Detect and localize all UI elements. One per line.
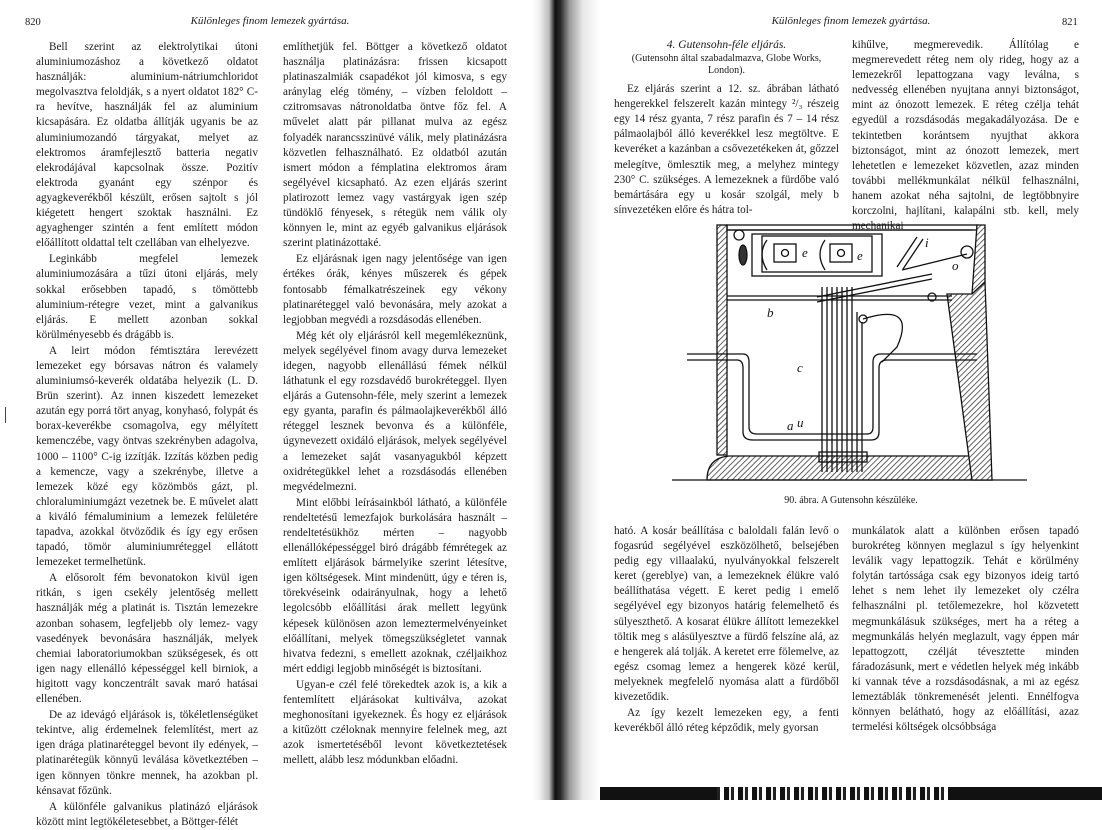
label-i: i [925, 235, 929, 250]
label-u: u [797, 415, 804, 430]
running-head: Különleges finom lemezek gyártása. [771, 15, 931, 27]
page-number: 820 [25, 17, 41, 28]
right-wall-hatched [947, 282, 992, 480]
paragraph: Ugyan-e czél felé törekedtek azok is, a kik a fentemlített eljárásokat kultiválva, azokat meghonosítani igyekeznek. És hogy ez eljárások a kitűzött czéloknak mennyire felelnek meg, azt azok ismertetéséből levont következtetések mellett, alább lesz módunkban előadni. [283, 678, 507, 767]
label-c: c [797, 360, 803, 375]
right-page-column-1-bottom [614, 524, 839, 736]
basket-plates [822, 287, 862, 472]
apparatus-body [672, 225, 1027, 480]
paragraph: említhetjük fel. Böttger a következő oldatot használja platinázásra: frissen kicsapott platinaszalmiák csapadékot jól kimosva, s egy aránylag elég tömény, – vízben feloldott – czitromsavas nátronoldatba öntve főz fel. A művelet alatt pár pillanat mulva az egész folyadék narancsszinüvé válik, mely platinázásra közvetlen felhasználható. Ez oldatból azután ismert módon a fémplatina elektromos áram segélyével kicsapható. Az ezen eljárás szerint platirozott lemez vagy vastárgyak igen szép tündöklő fényesek, s rétegük nem válik oly könnyen le, mint az egyéb galvanikus eljárások szerint platinázottaké. [283, 41, 507, 250]
paragraph: Ez eljárás szerint a 12. sz. ábrában látható hengerekkel felszerelt kazán mintegy ²/₃ részeig egy 14 rész gyanta, 7 rész parafin és 7 – 14 rész pálmaolajból álló keverékkel lesz megtöltve. E keveréket a kazánban a csővezetékeken át, gőzzel melegítve, ömlesztik meg, a melyhez mintegy 230° C. szükséges. A lemezeknek a fürdőbe való bemártására egy u kosár szolgál, mely b sínvezetéken előre és hátra tol- [614, 83, 839, 216]
figure-caption: 90. ábra. A Gutensohn készüléke. [784, 495, 918, 506]
left-page-column-1 [36, 40, 258, 830]
base-hatched [707, 456, 992, 480]
paragraph: Ez eljárásnak igen nagy jelentősége van igen értékes órák, kényes műszerek és gépek fontosabb fémalkatrészeinek egy vékony platinaréteggel való bevonására, mely azokat a legjobban megvédi a rozsdásodás ellenében. [283, 253, 507, 326]
paragraph: De az idevágó eljárások is, tökéletlenségüket tekintve, alig érdemelnek felemlítést, mert az igen drága platinaréteggel bevont ily edények, – platinarétegük könnyű leválása következtében – igen könnyen tönkre mennek, ha azokban pl. kénsavat főzünk. [36, 709, 258, 797]
margin-mark [5, 407, 6, 423]
label-b: b [767, 305, 774, 320]
label-e: e [857, 248, 863, 263]
left-page [0, 0, 540, 828]
paragraph: A elősorolt fém bevonatokon kivül igen ritkán, s igen csekély jelentőség mellett használják még a platinát is. Tisztán lemezekre azonban sohasem, legfeljebb oly lemez- vagy vasedények bevonására használják, melyek chemiai laboratoriumokban szükségesek, és ott igen nagy ellenálló képességgel kell birniok, a higitott vagy konczentrált savak maró hatásai ellenében. [36, 572, 258, 706]
label-e: e [802, 245, 808, 260]
page-number: 821 [1062, 17, 1078, 28]
section-title: 4. Gutensohn-féle eljárás. [666, 39, 787, 51]
paragraph: Az így kezelt lemezeken egy, a fenti keverékből álló réteg képződik, mely gyorsan [614, 707, 839, 735]
right-page-column-1-top [614, 38, 839, 218]
figure-labels [767, 235, 959, 433]
paragraph: kihűlve, megmerevedik. Állítólag e megmerevedett réteg nem oly rideg, hogy az a lemezekről lepattogzana vagy leválna, s nedvesség ellenében nyujtana annyi biztonságot, mint az ónozott lemezek. E réteg czélja tehát egyedül a rozsdásodás megakadályozása. De e tekintetben korántsem nyujthat akkora biztonságot, mint az ónozott lemezek, mert lehetetlen e lemezeket közvetlen, azaz minden további mellékmunkálat nélkül felhasználni, hanem azokat néha sajtolni, de legtöbbnyire korczolni, hajlítani, kalapálni stb. kell, mely mechanikai [852, 39, 1079, 233]
paragraph: munkálatok alatt a különben erősen tapadó burokréteg könnyen meglazul s így helyenkint leválik vagy lepattogzik. Tehát e körülmény folytán tartóssága csak egy bizonyos ideig tartó lehet s nem lehet ily lemezeket oly czélra felhasználni pl. tetőlemezekre, hol közvetett megmunkálásuk szükséges, mert ha a réteg a megmunkálás helyén meglazult, vagy éppen már lepattogzott, czélját tévesztette minden fáradozásunk, mert e védetlen helyek még inkább ki vannak téve a rozsdásodásnak, a mi az egész lemeztáblák tönkremenését jelenti. Ennélfogva könnyen belátható, hogy az előállítási, azaz termelési költségek olcsóbbsága [852, 525, 1079, 734]
scan-edge-dark [600, 787, 717, 800]
scan-edge-dark [952, 787, 1102, 800]
paragraph: A leirt módon fémtisztára lerevézett lemezeket egy bórsavas nátron és valamely aluminiumsó-keverék oldatába helyezik (L. D. Brün szerint). Az innen kiszedett lemezeket azután egy porrá tört anyag, konyhasó, folypát és borax-keverékbe csomagolva, egy mélyített kemenczébe, vagy öntvas szekrényben adagolva, 1000 – 1100° C-ig izzítják. Izzítás közben pedig a kemencze, vagy a szekrénybe, illetve a lemezek közé egy közömbös gázt, pl. chloraluminiumgázt vezetnek be. E művelet alatt a kiváló fémaluminium a lemezek felületére tapadva, azokkal ötvöződik és így egy erősen tapadó, tömör aluminiumréteggel ellátott lemezeket termelhetünk. [36, 344, 258, 569]
label-a: a [787, 418, 794, 433]
paragraph: Bell szerint az elektrolytikai útoni aluminiumozáshoz a következő oldatot használják: aluminium-nátriumchloridot megolvasztva feloldják, s a nyert oldatot 182° C-ra hevítve, használják fel az aluminium kicsapására. Ez oldatba állítják ugyanis be az aluminiumozandó tárgyakat, melyet az elektromos áramfejlesztő batteria negativ elekrodájával kapcsolnak össze. Pozitív elektroda gyanánt egy szénpor és agyagkeverékből készült, erősen sajtolt s jól kiégetett hengert szoktak használni. Ez agyaghenger szintén a fent említett módon előállított oldattal telt czellában van elhelyezve. [36, 41, 258, 250]
book-gutter-shadow [532, 0, 600, 800]
right-page-column-2-bottom [852, 524, 1079, 735]
left-wall-hatched [717, 225, 727, 455]
label-o: o [952, 258, 959, 273]
paragraph: Leginkább megfelel lemezek aluminiumozására a tűzi útoni eljárás, mely sokkal erősebben tapadó, s tömöttebb aluminium-rétegre vezet, mint a galvanikus eljárás. E mellett azonban sokkal körülményesebb és drágább is. [36, 253, 258, 341]
paragraph: A különféle galvanikus platinázó eljárások között mint legtökéletesebbet, a Böttger-félét [36, 800, 258, 828]
paragraph: ható. A kosár beállítása c baloldali falán levő o fogasrúd segélyével eszközölhető, belsejében pedig egy villaalakú, nyulványokkal felszerelt keret (gereblye) van, a lemezeknek élükre való beállíthatása végett. E keret pedig i emelő segélyével egy bizonyos határig felemelhető és sülyeszthető. A kosarat élükre állított lemezekkel töltik meg s alásülyesztve a fürdő felszíne alá, az e hengerek alá tolják. A keretet erre fölemelve, az egész csomag lemez a hengerek közé kerül, melyeknek megfelelő nyomása alatt a fürdőből kivezetődik. [614, 525, 839, 704]
paragraph: Még két oly eljárásról kell megemlékeznünk, melyek segélyével finom avagy durva lemezeket idegen, nagyobb ellenállású fémek nélkül láthatunk el egy rozsdavédő burokréteggel. Ilyen eljárás a Gutensohn-féle, mely szerint a lemezek egy gyanta, parafin és pálmaolajkeverékből álló réteggel lesznek bevonva és a különféle, úgynevezett oxidáló eljárások, melyek segélyével a lemezeket saját vasanyagukból képzett oxidrétegükkel lehet a rozsdásodás ellenében megvédelmezni. [283, 329, 507, 493]
paragraph: Mint előbbi leírásainkból látható, a különféle rendeltetésű lemezfajok burkolására használt – rendeltetésükhöz mérten – nagyobb ellenállóképességgel biró drágább fémrétegek az említett eljárások bármelyike szerint létesítve, igen költségesek. Mint mindenütt, úgy e téren is, törekvéseink odairányulnak, hogy a lehető legolcsóbb előállítási árak mellett legyünk képesek különösen azon lemeztermelvényeinket előállítani, melyek tömegszükségletet vannak hivatva fedezni, s emellett azoknak, czéljaikhoz mért eddigi legjobb minőségét is biztosítani. [283, 496, 507, 675]
left-page-column-2 [283, 40, 507, 769]
right-page-column-2-top [852, 38, 1079, 234]
section-subtitle: (Gutensohn által szabadalmazva, Globe Works, London). [631, 53, 822, 77]
right-page [600, 0, 1102, 800]
gutensohn-apparatus-figure [667, 222, 1047, 487]
running-head: Különleges finom lemezek gyártása. [190, 15, 350, 27]
